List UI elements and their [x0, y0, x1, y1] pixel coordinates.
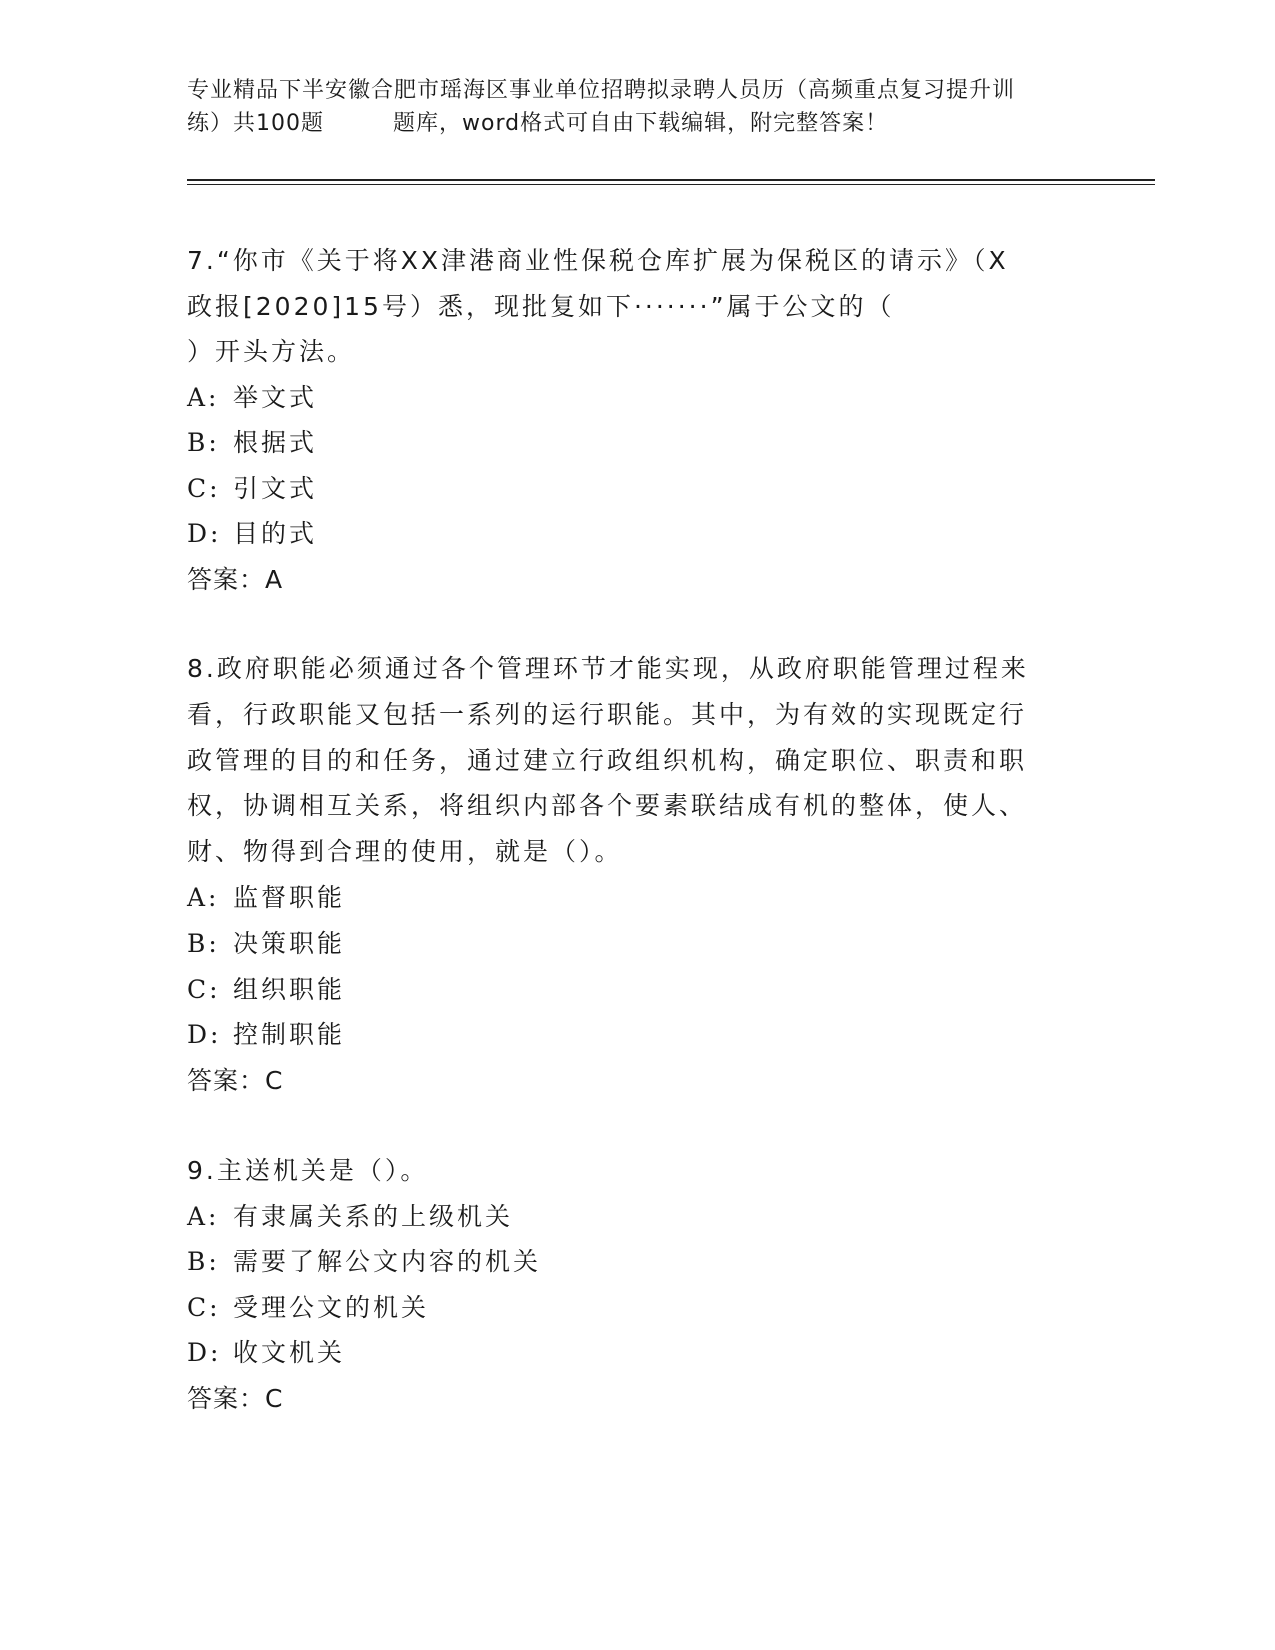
option-letter: D: [187, 1338, 222, 1367]
answer-line: 答案：C [187, 1383, 284, 1413]
option-c [187, 466, 1067, 512]
option-a [187, 1194, 1067, 1240]
option-letter: C: [187, 1292, 221, 1322]
option-d [187, 1012, 1067, 1058]
question-7 [187, 238, 1067, 602]
option-letter: A: [187, 382, 220, 412]
option-letter: A: [187, 1201, 220, 1231]
answer-line: 答案：A [187, 564, 284, 594]
option-text: 目的式 [233, 519, 318, 548]
option-text: 引文式 [233, 473, 318, 503]
question-stem-line: 权，协调相互关系，将组织内部各个要素联结成有机的整体，使人、 [187, 791, 1028, 821]
question-stem-line: 财、物得到合理的使用，就是（）。 [187, 837, 623, 867]
option-d [187, 1330, 1067, 1376]
option-letter: A: [187, 882, 220, 912]
option-b [187, 1239, 1067, 1285]
option-text: 有隶属关系的上级机关 [233, 1201, 514, 1231]
question-stem-line: 8.政府职能必须通过各个管理环节才能实现，从政府职能管理过程来 [187, 654, 1029, 683]
header-title-line-1: 专业精品下半安徽合肥市瑶海区事业单位招聘拟录聘人员历（高频重点复习提升训 [187, 78, 1016, 103]
question-stem-line: 7.“你市《关于将XX津港商业性保税仓库扩展为保税区的请示》（X [187, 246, 1009, 275]
document-header [187, 74, 1087, 140]
question-stem-line: 政报[2020]15号）悉，现批复如下·······”属于公文的（ [187, 291, 895, 321]
option-text: 根据式 [233, 428, 318, 457]
option-b [187, 921, 1067, 967]
question-8 [187, 646, 1067, 1104]
option-text: 受理公文的机关 [233, 1292, 430, 1322]
option-text: 收文机关 [233, 1338, 346, 1367]
question-stem-line: 政管理的目的和任务，通过建立行政组织机构，确定职位、职责和职 [187, 745, 1028, 775]
option-c [187, 1285, 1067, 1331]
option-letter: D: [187, 519, 222, 548]
option-letter: B: [187, 1247, 220, 1276]
option-text: 决策职能 [233, 928, 346, 958]
question-stem-line: ）开头方法。 [187, 337, 356, 366]
option-c [187, 967, 1067, 1013]
option-letter: B: [187, 928, 220, 958]
option-letter: B: [187, 428, 220, 457]
option-letter: D: [187, 1020, 222, 1050]
question-stem-line: 看，行政职能又包括一系列的运行职能。其中，为有效的实现既定行 [187, 699, 1028, 729]
question-9 [187, 1148, 1067, 1421]
option-a [187, 375, 1067, 421]
option-letter: C: [187, 974, 221, 1004]
option-text: 控制职能 [233, 1020, 346, 1050]
header-title-line-2: 练）共100题 题库，word格式可自由下载编辑，附完整答案！ [187, 111, 889, 136]
option-text: 组织职能 [233, 974, 346, 1004]
option-text: 监督职能 [233, 882, 346, 912]
option-text: 需要了解公文内容的机关 [233, 1247, 542, 1276]
header-divider-thin [187, 184, 1155, 185]
question-stem-line: 9.主送机关是（）。 [187, 1156, 429, 1185]
option-text: 举文式 [233, 382, 318, 412]
option-d [187, 511, 1067, 557]
answer-line: 答案：C [187, 1066, 284, 1096]
option-b [187, 420, 1067, 466]
option-a [187, 875, 1067, 921]
option-letter: C: [187, 473, 221, 503]
header-divider-thick [187, 179, 1155, 181]
